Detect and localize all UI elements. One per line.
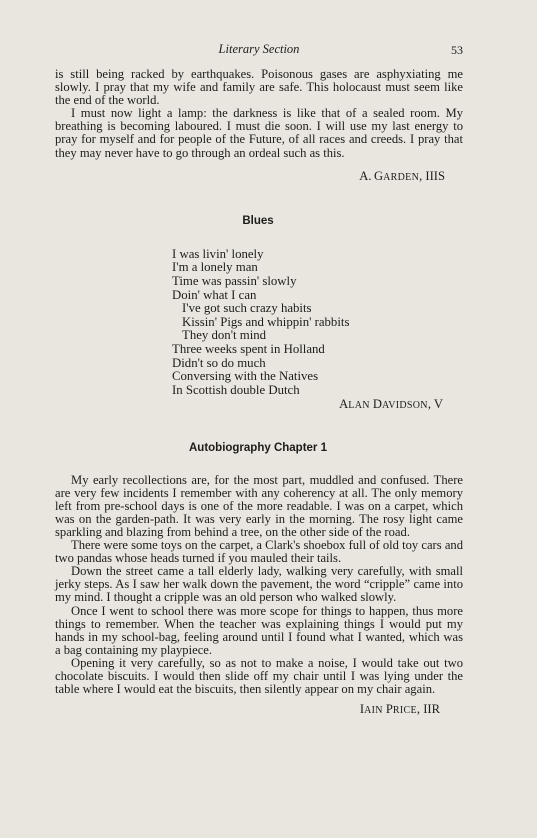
section-running-title: Literary Section — [218, 42, 300, 56]
poem-line: In Scottish double Dutch — [172, 382, 300, 397]
autobiography-paragraph-3: Down the street came a tall elderly lady, walking very carefully, with small jerky steps. As I saw her walk down the pavement, the word “cripple” came into my mind. I thought a cripple was an old person who walked slowly. — [55, 564, 463, 605]
autobiography-paragraph-4: Once I went to school there was more scope for things to happen, thus more things to remember. When the teacher was explaining things I would put my hands in my school-bag, feeling around until I found what I wanted, which was a bag containing my playpiece. — [55, 603, 463, 657]
author-form: IIR — [423, 702, 440, 717]
poem-line: Doin' what I can — [172, 287, 257, 302]
continued-piece-author: A. GARDEN, IIIS — [359, 168, 445, 183]
poem-line: Conversing with the Natives — [172, 369, 319, 384]
running-head — [55, 42, 463, 60]
author-last-rest: RICE — [392, 705, 417, 717]
poem-line: I was livin' lonely — [172, 246, 264, 261]
continued-piece — [55, 68, 463, 184]
author-form: V — [433, 397, 443, 412]
poem-line: I'm a lonely man — [172, 260, 258, 275]
author-last-rest: AVIDSON — [382, 400, 428, 412]
continued-paragraph-1: is still being racked by earthquakes. Poisonous gases are asphyxiating me slowly. I pray that my wife and family are safe. This holocaust must seem like the end of the world. — [55, 67, 463, 108]
author-form: IIIS — [425, 168, 445, 183]
author-first-initial: I — [359, 702, 365, 717]
poem-author: ALAN DAVIDSON, V — [339, 397, 443, 412]
poem-line: Didn't so do much — [172, 355, 266, 370]
page-number: 53 — [451, 43, 463, 57]
poem-title: Blues — [242, 214, 274, 227]
autobiography-paragraph-1: My early recollections are, for the most part, muddled and confused. There are very few incidents I remember with any coherency at all. The only memory left from pre-school days is one of the more readable. I was on a carpet, which was on the garden-path. It was very early in the morning. The rosy light came sparkling and blazing from behind a tree, on the other side of the road. — [55, 472, 463, 539]
autobiography-title: Autobiography Chapter 1 — [188, 442, 327, 455]
author-last-initial: D — [372, 397, 382, 412]
author-surname-rest: ARDEN — [383, 171, 420, 183]
autobiography-paragraph-2: There were some toys on the carpet, a Clark's shoebox full of old toy cars and two pandas whose heads turned if you mauled their tails. — [55, 538, 463, 566]
author-first-initial: A — [339, 397, 349, 412]
author-first-rest: LAN — [348, 400, 370, 412]
author-initial: A. — [359, 168, 372, 183]
autobiography-paragraph-5: Opening it very carefully, so as not to make a noise, I would take out two chocolate biscuits. I would then slide off my chair until I was lying under the table where I would eat the biscuits, then silently appear on my chair again. — [55, 655, 463, 697]
poem-line: They don't mind — [182, 328, 267, 343]
author-surname-initial: G — [374, 168, 384, 183]
author-first-rest: AIN — [364, 705, 383, 717]
poem-line: Three weeks spent in Holland — [172, 342, 325, 356]
poem-line: I've got such crazy habits — [182, 301, 312, 316]
continued-paragraph-2: I must now light a lamp: the darkness is like that of a sealed room. My breathing is becoming laboured. I must die soon. I will use my last energy to pray for myself and for people of the Future, of all races and creeds. I pray that they may never have to go through an ordeal such as this. — [55, 106, 463, 160]
poem-line: Kissin' Pigs and whippin' rabbits — [182, 314, 350, 329]
page-body — [55, 68, 463, 717]
autobiography-author: IAIN PRICE, IIR — [359, 702, 440, 717]
autobiography-body — [55, 474, 463, 697]
poem-line: Time was passin' slowly — [172, 274, 297, 289]
author-last-initial: P — [385, 702, 393, 717]
poem-body — [172, 248, 463, 398]
